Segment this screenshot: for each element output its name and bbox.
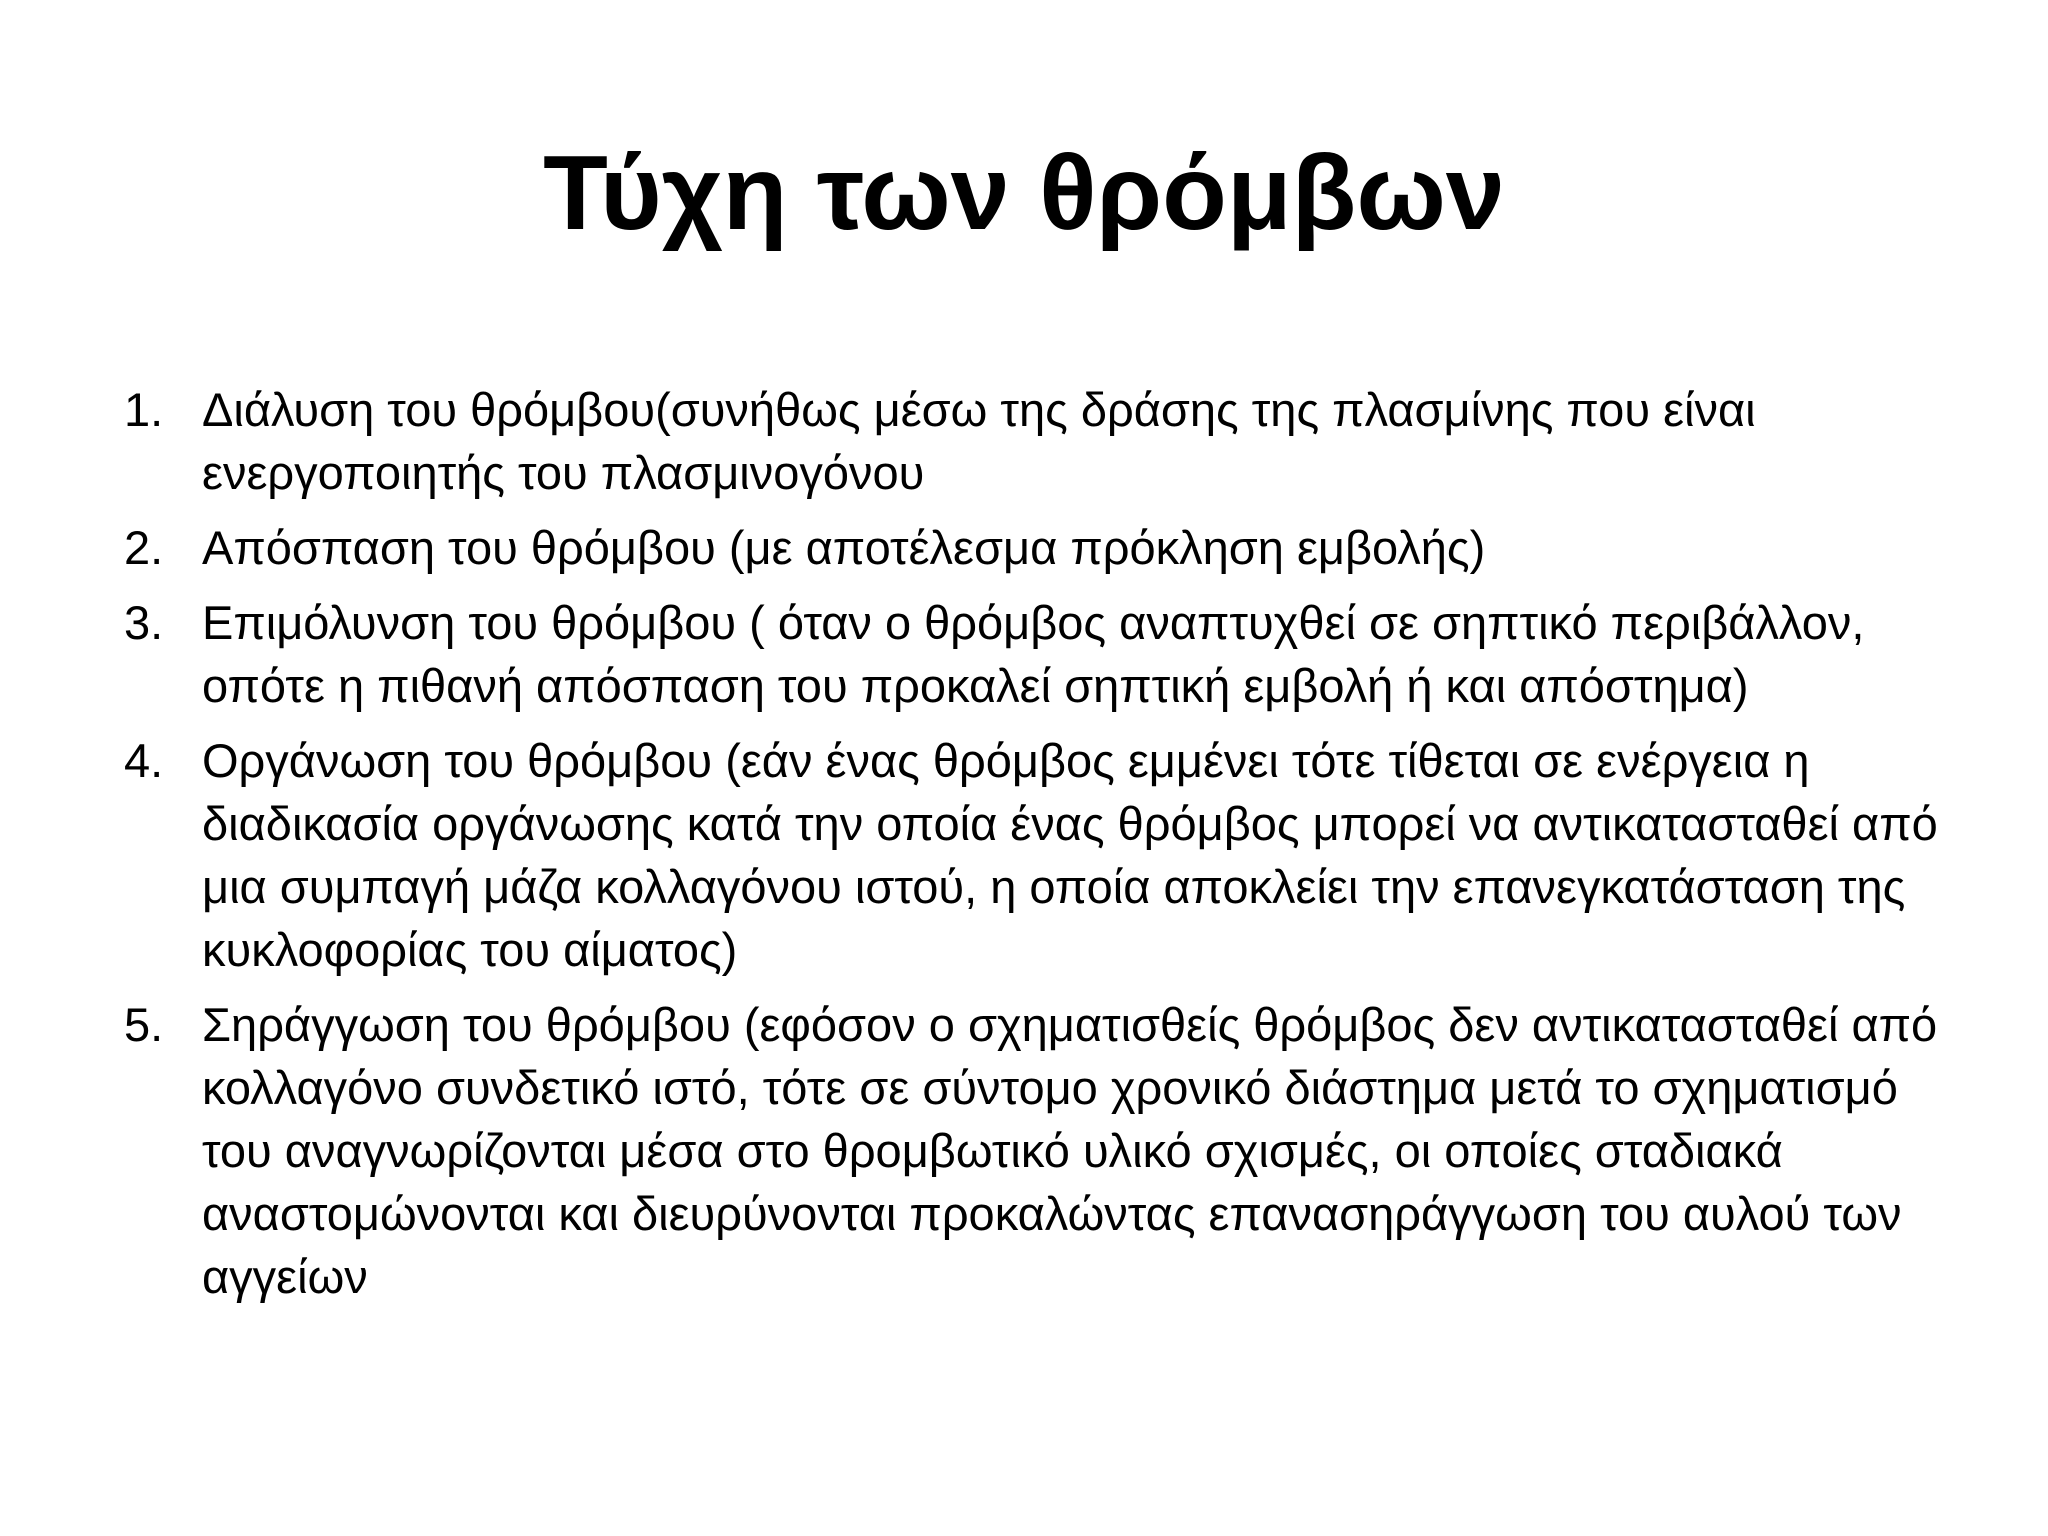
list-item-text: Οργάνωση του θρόμβου (εάν ένας θρόμβος εμμένει τότε τίθεται σε ενέργεια η διαδικασία οργάνωσης κατά την οποία ένας θρόμβος μπορεί να αντικατασταθεί από μια συμπαγή μάζα κολλαγόνου ιστού, η οποία αποκλείει την επανεγκατάσταση της κυκλοφορίας του αίματος) [202,734,1938,976]
list-item [124,729,1964,981]
list-item-number: 2. [124,521,164,574]
list-item-text: Διάλυση του θρόμβου(συνήθως μέσω της δράσης της πλασμίνης που είναι ενεργοποιητής του πλασμινογόνου [202,383,1756,499]
numbered-list [124,378,1964,1320]
list-item [124,993,1964,1308]
list-item-number: 4. [124,734,164,787]
list-item-text: Απόσπαση του θρόμβου (με αποτέλεσμα πρόκληση εμβολής) [202,521,1486,574]
list-item-number: 5. [124,998,164,1051]
list-item-number: 3. [124,596,164,649]
list-item-text: Επιμόλυνση του θρόμβου ( όταν ο θρόμβος αναπτυχθεί σε σηπτικό περιβάλλον, οπότε η πιθανή απόσπαση του προκαλεί σηπτική εμβολή ή και απόστημα) [202,596,1865,712]
list-item [124,516,1964,579]
slide-title: Τύχη των θρόμβων [543,134,1505,252]
list-item [124,378,1964,504]
list-item [124,591,1964,717]
list-item-text: Σηράγγωση του θρόμβου (εφόσον ο σχηματισθείς θρόμβος δεν αντικατασταθεί από κολλαγόνο συνδετικό ιστό, τότε σε σύντομο χρονικό διάστημα μετά το σχηματισμό του αναγνωρίζονται μέσα στο θρομβωτικό υλικό σχισμές, οι οποίες σταδιακά αναστομώνονται και διευρύνονται προκαλώντας επανασηράγγωση του αυλού των αγγείων [202,998,1938,1303]
list-item-number: 1. [124,383,164,436]
